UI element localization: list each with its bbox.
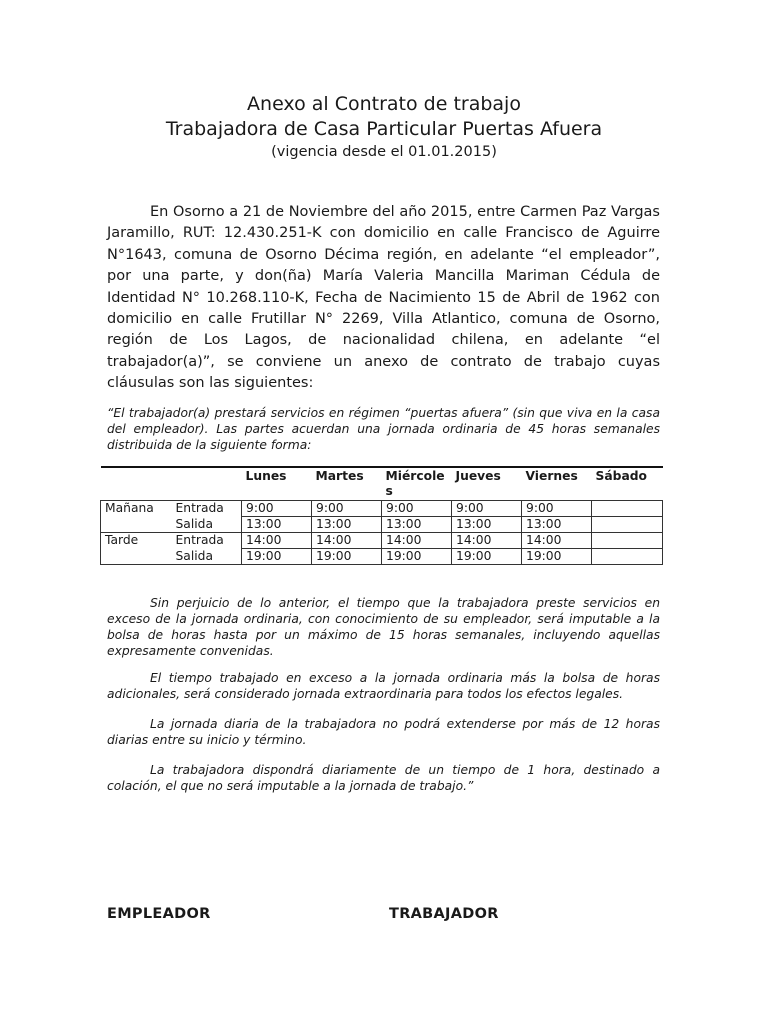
- header-blank: [172, 467, 242, 501]
- time-cell: 13:00: [312, 517, 382, 533]
- paragraph-daily-limit: La jornada diaria de la trabajadora no podrá extenderse por más de 12 horas diarias entre su inicio y término.: [107, 717, 660, 747]
- document-validity: (vigencia desde el 01.01.2015): [271, 144, 497, 160]
- table-row: [101, 549, 663, 565]
- type-cell: Salida: [175, 516, 214, 531]
- document-title: Anexo al Contrato de trabajo: [247, 93, 521, 115]
- paragraph-lunch: La trabajadora dispondrá diariamente de un tiempo de 1 hora, destinado a colación, el que no será imputable a la jornada de trabajo.”: [107, 763, 660, 793]
- schedule-header-row: [101, 467, 663, 501]
- time-cell: 19:00: [242, 549, 312, 565]
- header-day: Martes: [312, 467, 382, 501]
- paragraph-overtime: Sin perjuicio de lo anterior, el tiempo que la trabajadora preste servicios en exceso de la jornada ordinaria, con conocimiento de su empleador, será imputable a la bolsa de horas hasta por un máximo de 15 horas semanales, incluyendo aquellas expresamente convenidas.: [107, 596, 660, 658]
- time-cell: 14:00: [382, 533, 452, 549]
- signature-employer: EMPLEADOR: [107, 906, 211, 922]
- period-cell: [101, 517, 172, 533]
- period-cell: Mañana: [101, 501, 172, 517]
- header-blank: [101, 467, 172, 501]
- time-cell: 9:00: [242, 501, 312, 517]
- schedule-table: [100, 466, 663, 565]
- time-cell: 14:00: [522, 533, 592, 549]
- table-row: [101, 533, 663, 549]
- time-cell: [592, 501, 663, 517]
- time-cell: [592, 549, 663, 565]
- time-cell: 14:00: [452, 533, 522, 549]
- time-cell: 13:00: [242, 517, 312, 533]
- time-cell: 19:00: [382, 549, 452, 565]
- type-cell: Entrada: [172, 533, 242, 549]
- time-cell: 9:00: [312, 501, 382, 517]
- signature-worker: TRABAJADOR: [389, 906, 499, 922]
- period-cell: Tarde: [101, 533, 172, 549]
- time-cell: [592, 533, 663, 549]
- table-row: [101, 501, 663, 517]
- header-day: Viernes: [522, 467, 592, 501]
- time-cell: 13:00: [522, 517, 592, 533]
- clause-intro: “El trabajador(a) prestará servicios en régimen “puertas afuera” (sin que viva en la casa del empleador). Las partes acuerdan una jornada ordinaria de 45 horas semanales distribuida de la siguiente forma:: [107, 406, 660, 452]
- time-cell: 14:00: [242, 533, 312, 549]
- time-cell: 9:00: [452, 501, 522, 517]
- time-cell: 9:00: [382, 501, 452, 517]
- intro-paragraph: En Osorno a 21 de Noviembre del año 2015, entre Carmen Paz Vargas Jaramillo, RUT: 12.430.251-K con domicilio en calle Francisco de Aguirre N°1643, comuna de Osorno Décima región, en adelante “el empleador”, por una parte, y don(ña) María Valeria Mancilla Mariman Cédula de Identidad N° 10.268.110-K, Fecha de Nacimiento 15 de Abril de 1962 con domicilio en calle Frutillar N° 2269, Villa Atlantico, comuna de Osorno, región de Los Lagos, de nacionalidad chilena, en adelante “el trabajador(a)”, se conviene un anexo de contrato de trabajo cuyas cláusulas son las siguientes:: [107, 204, 660, 392]
- time-cell: 9:00: [522, 501, 592, 517]
- time-cell: 19:00: [522, 549, 592, 565]
- type-cell: Salida: [172, 549, 242, 565]
- paragraph-extraordinary: El tiempo trabajado en exceso a la jornada ordinaria más la bolsa de horas adicionales, será considerado jornada extraordinaria para todos los efectos legales.: [107, 671, 660, 701]
- period-cell: [101, 549, 172, 565]
- title-block: [0, 92, 768, 162]
- time-cell: 14:00: [312, 533, 382, 549]
- type-cell: Entrada: [172, 501, 242, 517]
- time-cell: 13:00: [452, 517, 522, 533]
- header-day: Jueves: [452, 467, 522, 501]
- table-row: [101, 517, 663, 533]
- time-cell: 19:00: [452, 549, 522, 565]
- time-cell: 19:00: [312, 549, 382, 565]
- header-day: Miércoles: [382, 467, 452, 501]
- document-subtitle: Trabajadora de Casa Particular Puertas Afuera: [165, 118, 603, 140]
- time-cell: [592, 517, 663, 533]
- header-day: Sábado: [592, 467, 663, 501]
- header-day: Lunes: [242, 467, 312, 501]
- time-cell: 13:00: [382, 517, 452, 533]
